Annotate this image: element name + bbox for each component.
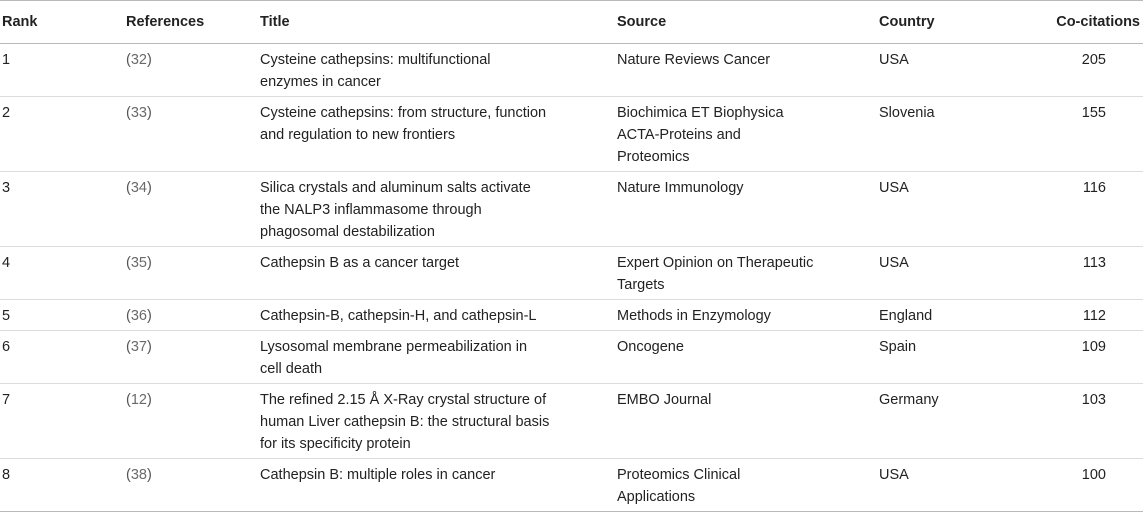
header-title: Title xyxy=(260,14,290,30)
reference-link[interactable]: 33 xyxy=(130,105,147,121)
cell-source xyxy=(615,97,877,172)
cell-cocitations: 116 xyxy=(1082,180,1106,196)
header-source: Source xyxy=(617,14,667,30)
cell-title xyxy=(258,459,615,512)
source-text: Methods in Enzymology xyxy=(617,308,771,324)
cell-rank: 3 xyxy=(2,180,11,196)
source-text: Nature Immunology xyxy=(617,180,744,196)
cell-country: Slovenia xyxy=(879,105,935,121)
cell-title xyxy=(258,384,615,459)
reference-link[interactable]: 34 xyxy=(130,180,147,196)
cell-country: USA xyxy=(879,52,909,68)
cell-country: Spain xyxy=(879,339,917,355)
table-row xyxy=(0,247,1143,300)
title-text: Cathepsin B: multiple roles in cancer xyxy=(260,467,496,483)
header-rank: Rank xyxy=(2,14,38,30)
cell-source xyxy=(615,459,877,512)
table-row xyxy=(0,44,1143,97)
cell-source xyxy=(615,247,877,300)
title-text: The refined 2.15 Å X-Ray crystal structure of human Liver cathepsin B: the structural basis for its specificity protein xyxy=(260,392,550,452)
cell-reference: (12) xyxy=(126,392,152,408)
cell-reference: (35) xyxy=(126,255,152,271)
cell-reference: (37) xyxy=(126,339,152,355)
cell-cocitations: 113 xyxy=(1082,255,1106,271)
cell-country: Germany xyxy=(879,392,939,408)
title-text: Cysteine cathepsins: multifunctional enzymes in cancer xyxy=(260,52,491,90)
reference-link[interactable]: 35 xyxy=(130,255,147,271)
cell-reference: (34) xyxy=(126,180,152,196)
cell-reference: (33) xyxy=(126,105,152,121)
source-text: Biochimica ET Biophysica ACTA-Proteins and Proteomics xyxy=(617,105,784,165)
cell-title xyxy=(258,300,615,331)
cell-country: England xyxy=(879,308,933,324)
cell-rank: 5 xyxy=(2,308,11,324)
table-row xyxy=(0,384,1143,459)
cell-title xyxy=(258,44,615,97)
source-text: Oncogene xyxy=(617,339,684,355)
source-text: Expert Opinion on Therapeutic Targets xyxy=(617,255,814,293)
cell-source xyxy=(615,384,877,459)
header-country: Country xyxy=(879,14,935,30)
cell-cocitations: 112 xyxy=(1082,308,1106,324)
table-body xyxy=(0,44,1143,512)
cell-reference: (36) xyxy=(126,308,152,324)
cell-source xyxy=(615,300,877,331)
source-text: Nature Reviews Cancer xyxy=(617,52,771,68)
cell-country: USA xyxy=(879,467,909,483)
cell-title xyxy=(258,97,615,172)
title-text: Cathepsin B as a cancer target xyxy=(260,255,460,271)
cell-title xyxy=(258,172,615,247)
reference-link[interactable]: 12 xyxy=(130,392,147,408)
table-row xyxy=(0,300,1143,331)
reference-link[interactable]: 38 xyxy=(130,467,147,483)
header-row xyxy=(0,1,1143,44)
cell-reference: (32) xyxy=(126,52,152,68)
cell-rank: 8 xyxy=(2,467,11,483)
reference-link[interactable]: 32 xyxy=(130,52,147,68)
cell-country: USA xyxy=(879,180,909,196)
cell-cocitations: 155 xyxy=(1081,105,1106,121)
cell-source xyxy=(615,172,877,247)
cell-cocitations: 103 xyxy=(1081,392,1106,408)
header-cocitations: Co-citations xyxy=(1056,14,1140,30)
cell-rank: 6 xyxy=(2,339,11,355)
cell-rank: 4 xyxy=(2,255,11,271)
table-header xyxy=(0,1,1143,44)
cell-cocitations: 205 xyxy=(1081,52,1106,68)
reference-link[interactable]: 36 xyxy=(130,308,147,324)
source-text: Proteomics Clinical Applications xyxy=(617,467,741,505)
table-row xyxy=(0,172,1143,247)
title-text: Cathepsin-B, cathepsin-H, and cathepsin-L xyxy=(260,308,537,324)
cell-source xyxy=(615,331,877,384)
cell-title xyxy=(258,331,615,384)
title-text: Cysteine cathepsins: from structure, function and regulation to new frontiers xyxy=(260,105,547,143)
table-row xyxy=(0,331,1143,384)
cell-reference: (38) xyxy=(126,467,152,483)
cell-title xyxy=(258,247,615,300)
cell-source xyxy=(615,44,877,97)
title-text: Lysosomal membrane permeabilization in cell death xyxy=(260,339,528,377)
table-row xyxy=(0,459,1143,512)
table-row xyxy=(0,97,1143,172)
cell-rank: 1 xyxy=(2,52,11,68)
header-references: References xyxy=(126,14,205,30)
cell-cocitations: 100 xyxy=(1081,467,1106,483)
reference-link[interactable]: 37 xyxy=(130,339,147,355)
source-text: EMBO Journal xyxy=(617,392,712,408)
title-text: Silica crystals and aluminum salts activate the NALP3 inflammasome through phagosomal destabilization xyxy=(260,180,531,240)
cell-cocitations: 109 xyxy=(1081,339,1106,355)
cell-rank: 2 xyxy=(2,105,11,121)
cell-rank: 7 xyxy=(2,392,11,408)
cell-country: USA xyxy=(879,255,909,271)
